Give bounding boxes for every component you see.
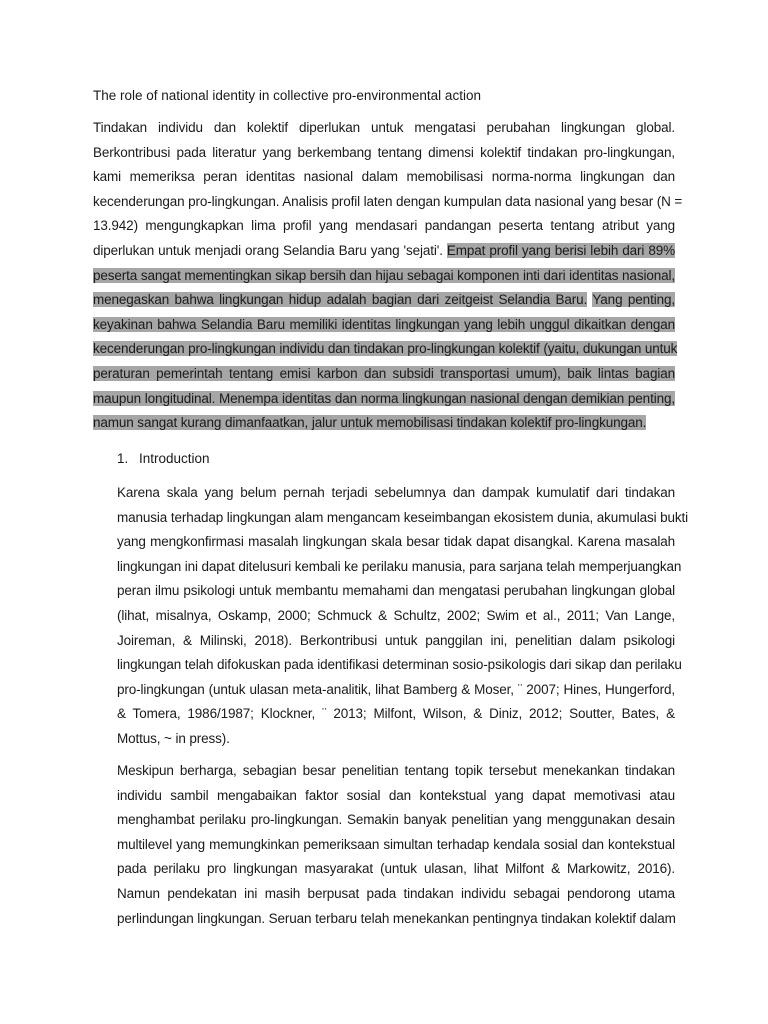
body-paragraph-1 xyxy=(117,483,689,754)
paragraph-line: Meskipun berharga, sebagian besar penelitian tentang topik tersebut menekankan tindakan xyxy=(117,763,675,778)
section-title: Introduction xyxy=(139,451,210,466)
abstract-line xyxy=(93,216,675,241)
abstract-line xyxy=(93,118,675,143)
abstract-line xyxy=(93,364,675,389)
abstract-line xyxy=(93,192,683,217)
highlighted-text: Empat profil yang berisi lebih dari 89% xyxy=(446,242,675,258)
abstract-paragraph xyxy=(93,118,683,438)
highlighted-text: Yang penting, xyxy=(592,292,675,308)
paragraph-line: & Tomera, 1986/1987; Klockner, ¨ 2013; Milfont, Wilson, & Diniz, 2012; Soutter, Bates, & xyxy=(117,706,675,722)
highlighted-text: kecenderungan pro-lingkungan individu dan tindakan pro-lingkungan kolektif (yaitu, dukungan untuk xyxy=(93,341,678,357)
abstract-line xyxy=(93,266,675,291)
paragraph-line: lingkungan telah difokuskan pada identifikasi determinan sosio-psikologis dari sikap dan perilaku xyxy=(117,657,682,673)
text-segment: diperlukan untuk menjadi orang Selandia Baru yang 'sejati'. xyxy=(93,242,447,258)
paragraph-line: individu sambil mengabaikan faktor sosial dan kontekstual yang dapat memotivasi atau xyxy=(117,787,675,803)
section-number: 1. xyxy=(117,451,129,466)
paragraph-line: pro-lingkungan (untuk ulasan meta-analitik, lihat Bamberg & Moser, ¨ 2007; Hines, Hungerford, xyxy=(117,681,675,697)
paragraph-line: perlindungan lingkungan. Seruan terbaru telah menekankan pentingnya tindakan kolektif dalam xyxy=(117,910,676,926)
highlighted-text: namun sangat kurang dimanfaatkan, jalur untuk memobilisasi tindakan kolektif pro-lingkungan. xyxy=(93,415,647,431)
paragraph-line: Mottus, ~ in press). xyxy=(117,730,230,746)
text-segment: kecenderungan pro-lingkungan. Analisis profil laten dengan kumpulan data nasional yang besar (N = xyxy=(93,193,683,209)
highlighted-text: menegaskan bahwa lingkungan hidup adalah bagian dari zeitgeist Selandia Baru. xyxy=(93,292,588,308)
text-segment: Berkontribusi pada literatur yang berkembang tentang dimensi kolektif tindakan pro-lingkungan, xyxy=(93,144,675,160)
abstract-line xyxy=(93,413,675,438)
highlighted-text: keyakinan bahwa Selandia Baru memiliki identitas lingkungan yang lebih unggul dikaitkan dengan xyxy=(93,316,675,332)
paragraph-line: yang mengkonfirmasi masalah lingkungan skala besar tidak dapat disangkal. Karena masalah xyxy=(117,534,675,550)
paragraph-line: lingkungan ini dapat ditelusuri kembali ke perilaku manusia, para sarjana telah memperjuangkan xyxy=(117,558,682,574)
abstract-line xyxy=(93,167,675,192)
paragraph-line: Karena skala yang belum pernah terjadi sebelumnya dan dampak kumulatif dari tindakan xyxy=(117,485,675,500)
document-title: The role of national identity in collective pro-environmental action xyxy=(93,88,481,103)
abstract-line xyxy=(93,290,675,315)
abstract-line xyxy=(93,389,675,414)
paragraph-line: manusia terhadap lingkungan alam mengancam keseimbangan ekosistem dunia, akumulasi bukti xyxy=(117,509,689,525)
highlighted-text: maupun longitudinal. Menempa identitas dan norma lingkungan nasional dengan demikian penting, xyxy=(93,390,675,406)
body-paragraph-2 xyxy=(117,761,675,933)
paragraph-line: multilevel yang memungkinkan pemeriksaan simultan terhadap kendala sosial dan kontekstual xyxy=(117,836,675,852)
paragraph-line: peran ilmu psikologi untuk membantu memahami dan mengatasi perubahan lingkungan global xyxy=(117,583,675,599)
section-heading xyxy=(117,449,210,469)
text-segment: 13.942) mengungkapkan lima profil yang mendasari pandangan peserta tentang atribut yang xyxy=(93,218,675,234)
paragraph-line: menghambat perilaku pro-lingkungan. Semakin banyak penelitian yang menggunakan desain xyxy=(117,812,675,828)
text-segment: kami memeriksa peran identitas nasional dalam memobilisasi norma-norma lingkungan dan xyxy=(93,169,675,185)
paragraph-line: pada perilaku pro lingkungan masyarakat (untuk ulasan, lihat Milfont & Markowitz, 2016). xyxy=(117,861,675,877)
paragraph-line: Joireman, & Milinski, 2018). Berkontribusi untuk panggilan ini, penelitian dalam psikologi xyxy=(117,632,675,648)
abstract-line xyxy=(93,241,675,266)
text-segment: Tindakan individu dan kolektif diperlukan untuk mengatasi perubahan lingkungan global. xyxy=(93,120,675,135)
abstract-line xyxy=(93,315,675,340)
abstract-line xyxy=(93,339,678,364)
highlighted-text: peserta sangat mementingkan sikap bersih dan hijau sebagai komponen inti dari identitas nasional, xyxy=(93,267,675,283)
abstract-line xyxy=(93,143,675,168)
highlighted-text: peraturan pemerintah tentang emisi karbon dan subsidi transportasi umum), baik lintas bagian xyxy=(93,365,675,381)
paragraph-line: (lihat, misalnya, Oskamp, 2000; Schmuck & Schultz, 2002; Swim et al., 2011; Van Lange, xyxy=(117,607,675,623)
paragraph-line: Namun pendekatan ini masih berpusat pada tindakan individu sebagai pendorong utama xyxy=(117,885,675,901)
